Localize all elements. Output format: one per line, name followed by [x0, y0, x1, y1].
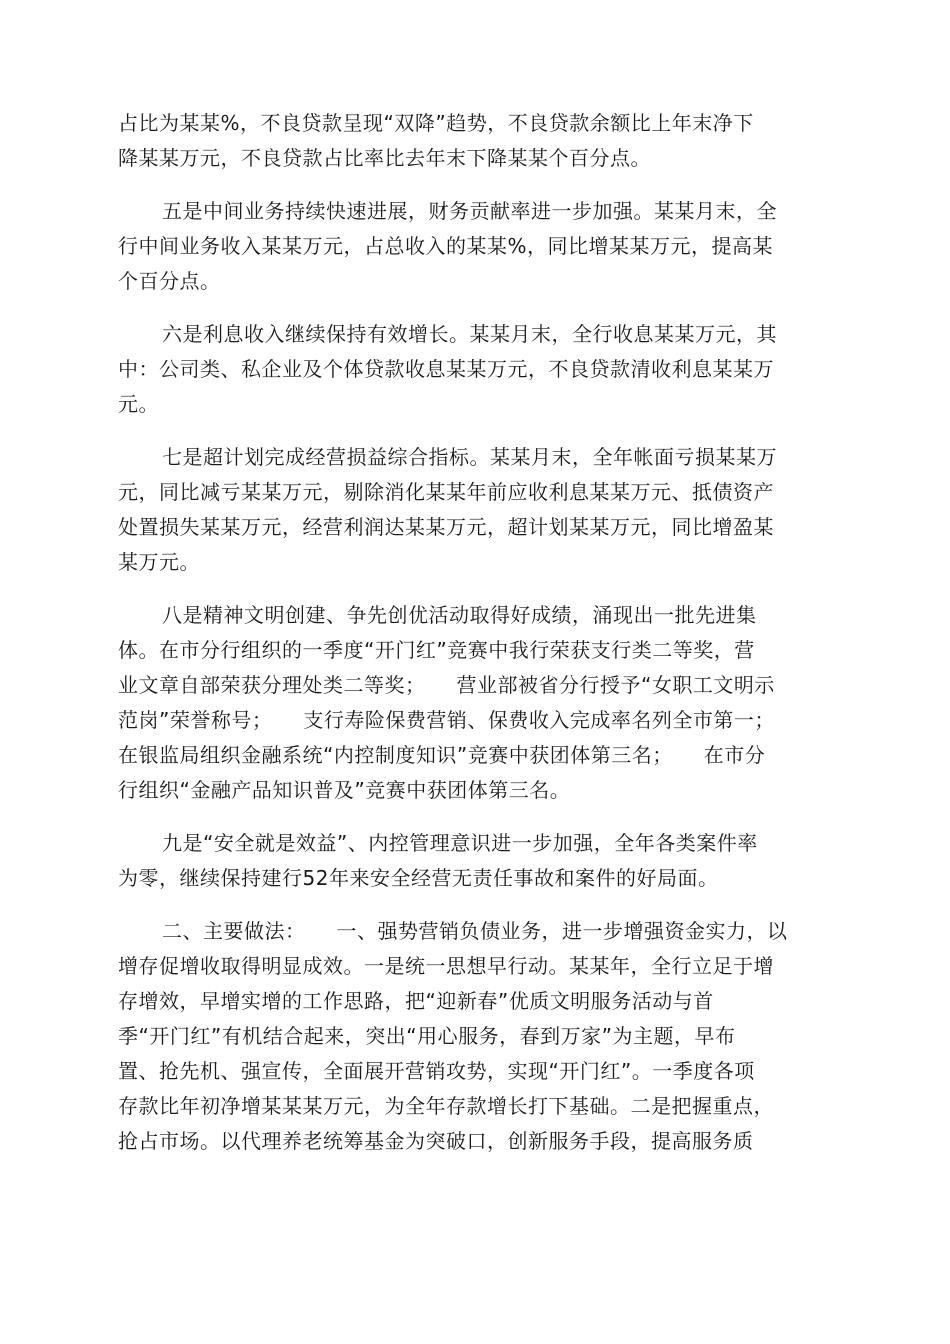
- text-line: 范岗”荣誉称号； 支行寿险保费营销、保费收入完成率名列全市第一；: [118, 708, 775, 732]
- text-line: 为零，继续保持建行52年来安全经营无责任事故和案件的好局面。: [118, 866, 719, 890]
- text-line: 存款比年初净增某某某万元，为全年存款增长打下基础。二是把握重点，: [118, 1094, 774, 1118]
- text-line: 七是超计划完成经营损益综合指标。某某月末，全年帐面亏损某某万: [162, 445, 777, 469]
- text-line: 五是中间业务持续快速进展，财务贡献率进一步加强。某某月末，全: [162, 199, 777, 223]
- text-line: 抢占市场。以代理养老统筹基金为突破口，创新服务手段，提高服务质: [118, 1129, 754, 1153]
- text-line: 二、主要做法： 一、强势营销负债业务，进一步增强资金实力，以: [162, 919, 788, 943]
- paragraph: [118, 106, 830, 176]
- text-line: 元，同比减亏某某万元，剔除消化某某年前应收利息某某万元、抵债资产: [118, 480, 774, 504]
- text-line: 六是利息收入继续保持有效增长。某某月末，全行收息某某万元，其: [162, 322, 777, 346]
- text-line: 某万元。: [118, 550, 200, 574]
- text-line: 个百分点。: [118, 269, 221, 293]
- text-line: 元。: [118, 392, 159, 416]
- document-body: [118, 106, 830, 1159]
- text-line: 占比为某某%，不良贷款呈现“双降”趋势，不良贷款余额比上年末净下: [118, 111, 754, 135]
- paragraph: [118, 914, 830, 1159]
- text-line: 增存促增收取得明显成效。一是统一思想早行动。某某年，全行立足于增: [118, 954, 774, 978]
- text-line: 行组织“金融产品知识普及”竞赛中获团体第三名。: [118, 778, 571, 802]
- text-line: 业文章自部荣获分理处类二等奖； 营业部被省分行授予“女职工文明示: [118, 673, 775, 697]
- text-line: 中：公司类、私企业及个体贷款收息某某万元，不良贷款清收利息某某万: [118, 357, 774, 381]
- text-line: 季“开门红”有机结合起来，突出“用心服务，春到万家”为主题，早布: [118, 1024, 736, 1048]
- paragraph: [118, 440, 830, 580]
- paragraph: [118, 826, 830, 896]
- text-line: 处置损失某某万元，经营利润达某某万元，超计划某某万元，同比增盈某: [118, 515, 774, 539]
- text-line: 体。在市分行组织的一季度“开门红”竞赛中我行荣获支行类二等奖，营: [118, 638, 755, 662]
- text-line: 八是精神文明创建、争先创优活动取得好成绩，涌现出一批先进集: [162, 603, 757, 627]
- text-line: 置、抢先机、强宣传，全面展开营销攻势，实现“开门红”。一季度各项: [118, 1059, 755, 1083]
- text-line: 行中间业务收入某某万元，占总收入的某某%，同比增某某万元，提高某: [118, 234, 774, 258]
- text-line: 在银监局组织金融系统“内控制度知识”竞赛中获团体第三名； 在市分: [118, 743, 766, 767]
- text-line: 九是“安全就是效益”、内控管理意识进一步加强，全年各类案件率: [162, 831, 758, 855]
- paragraph: [118, 317, 830, 422]
- paragraph: [118, 598, 830, 808]
- text-line: 降某某万元，不良贷款占比率比去年末下降某某个百分点。: [118, 146, 651, 170]
- text-line: 存增效，早增实增的工作思路，把“迎新春”优质文明服务活动与首: [118, 989, 714, 1013]
- paragraph: [118, 194, 830, 299]
